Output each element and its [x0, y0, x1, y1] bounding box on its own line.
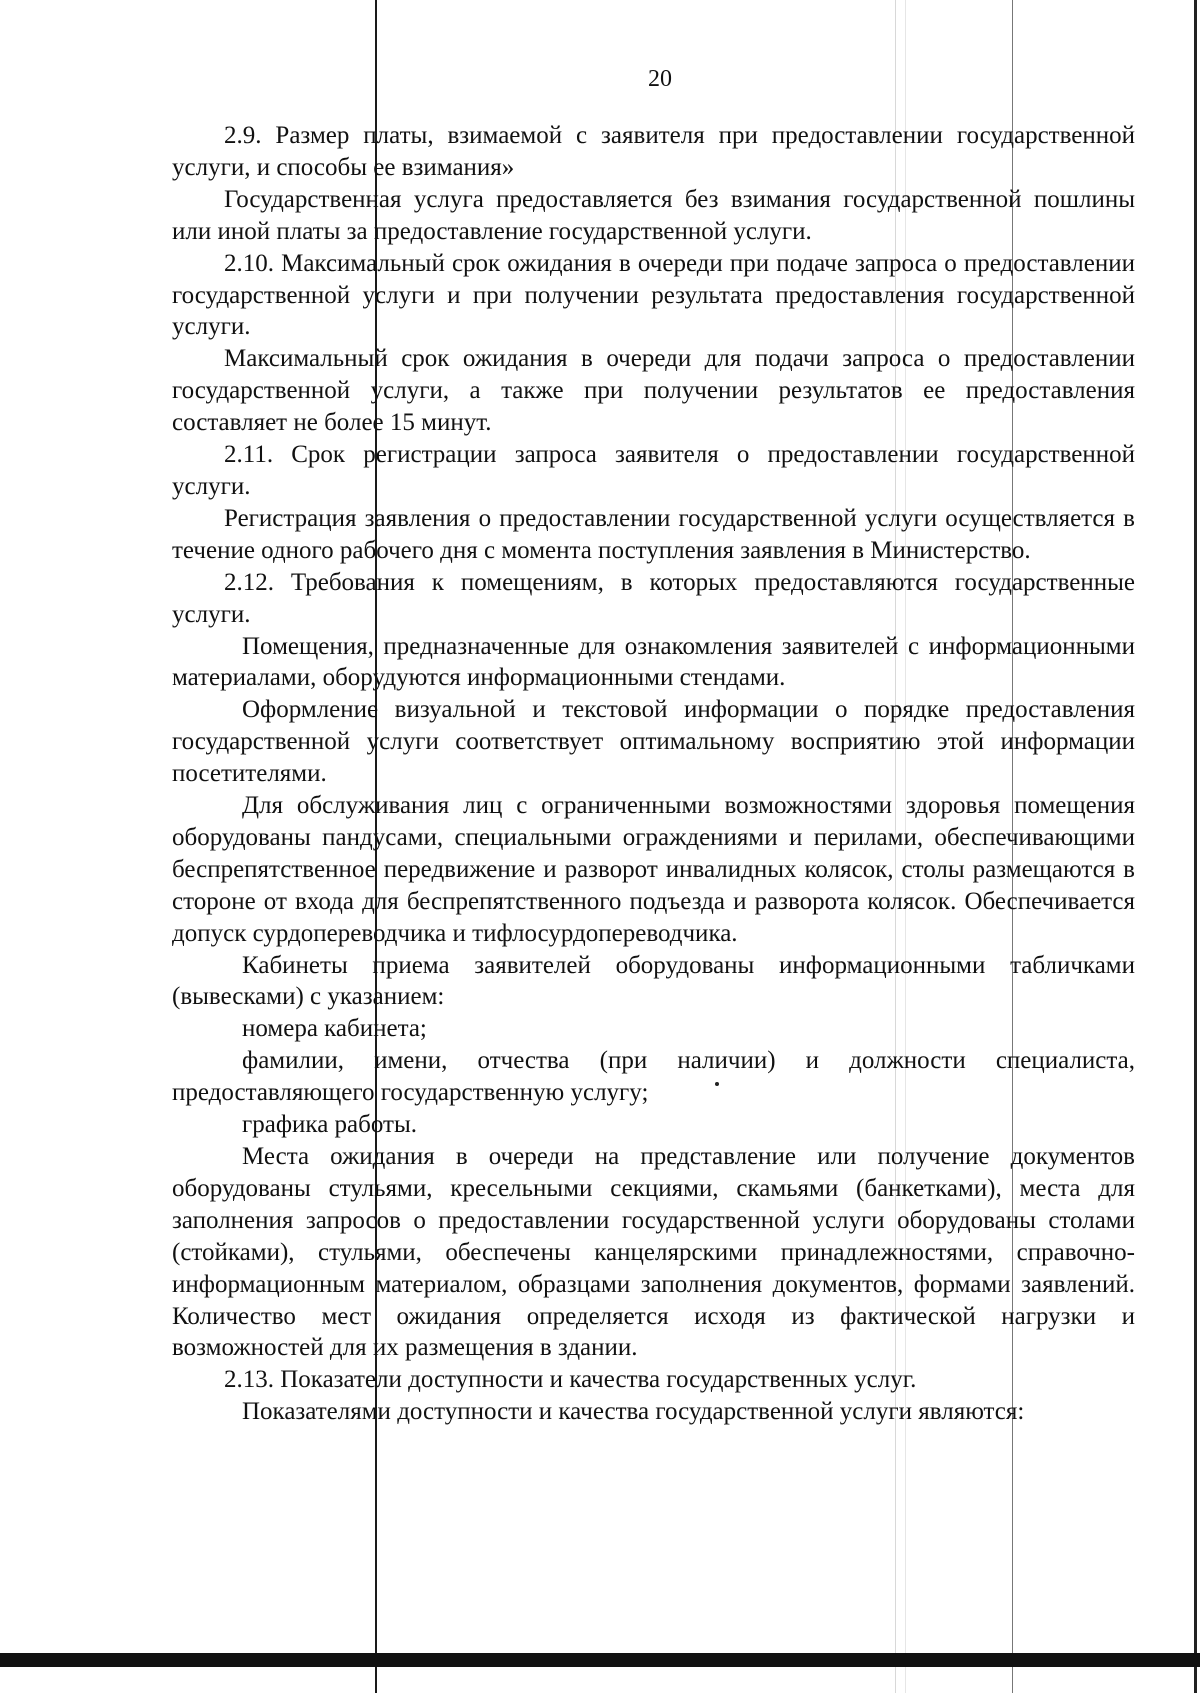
- list-item: графика работы.: [242, 1111, 417, 1139]
- paragraph: 2.9. Размер платы, взимаемой с заявителя при предоставлении государственной услуги, и способы ее взимания»: [172, 122, 1135, 181]
- paragraph: Оформление визуальной и текстовой информации о порядке предоставления государственной услуги соответствует оптимальному восприятию этой информации посетителями.: [172, 696, 1135, 788]
- scan-bottom-bar: [0, 1653, 1200, 1667]
- scan-speck: [715, 1082, 719, 1086]
- list-item: фамилии, имени, отчества (при наличии) и должности специалиста, предоставляющего государственную услугу;: [172, 1047, 1135, 1107]
- list-item: номера кабинета;: [242, 1015, 427, 1043]
- paragraph: Государственная услуга предоставляется без взимания государственной пошлины или иной платы за предоставление государственной услуги.: [172, 185, 1135, 245]
- paragraph: Места ожидания в очереди на представление или получение документов оборудованы стульями, кресельными секциями, скамьями (банкетками), места для заполнения запросов о предоставлении государственной услуги оборудованы столами (стойками), стульями, обеспечены канцелярскими принадлежностями, справочно-информационным материалом, образцами заполнения документов, формами заявлений. Количество мест ожидания определяется исходя из фактической нагрузки и возможностей для их размещения в здании.: [172, 1143, 1135, 1362]
- paragraph: 2.10. Максимальный срок ожидания в очереди при подаче запроса о предоставлении государственной услуги и при получении результата предоставления государственной услуги.: [172, 249, 1135, 341]
- paragraph: 2.13. Показатели доступности и качества государственных услуг.: [224, 1366, 917, 1394]
- paragraph: Показателями доступности и качества государственной услуги являются:: [242, 1398, 1025, 1426]
- paragraph: 2.12. Требования к помещениям, в которых предоставляются государственные услуги.: [172, 568, 1135, 628]
- scan-artifact-edge: [1194, 0, 1197, 1693]
- paragraph: Регистрация заявления о предоставлении государственной услуги осуществляется в течение одного рабочего дня с момента поступления заявления в Министерство.: [172, 504, 1135, 564]
- paragraph: Для обслуживания лиц с ограниченными возможностями здоровья помещения оборудованы пандусами, специальными ограждениями и перилами, обеспечивающими беспрепятственное передвижение и разворот инвалидных колясок, столы размещаются в стороне от входа для беспрепятственного подъезда и разворота колясок. Обеспечивается допуск сурдопереводчика и тифлосурдопереводчика.: [172, 792, 1135, 947]
- paragraph: Помещения, предназначенные для ознакомления заявителей с информационными материалами, оборудуются информационными стендами.: [172, 632, 1135, 692]
- paragraph: 2.11. Срок регистрации запроса заявителя о предоставлении государственной услуги.: [172, 441, 1135, 500]
- document-body: [172, 120, 1135, 1428]
- paragraph: Максимальный срок ожидания в очереди для подачи запроса о предоставлении государственной услуги, а также при получении результатов ее предоставления составляет не более 15 минут.: [172, 345, 1135, 437]
- paragraph: Кабинеты приема заявителей оборудованы информационными табличками (вывесками) с указанием:: [172, 951, 1135, 1011]
- page-number: 20: [648, 66, 672, 92]
